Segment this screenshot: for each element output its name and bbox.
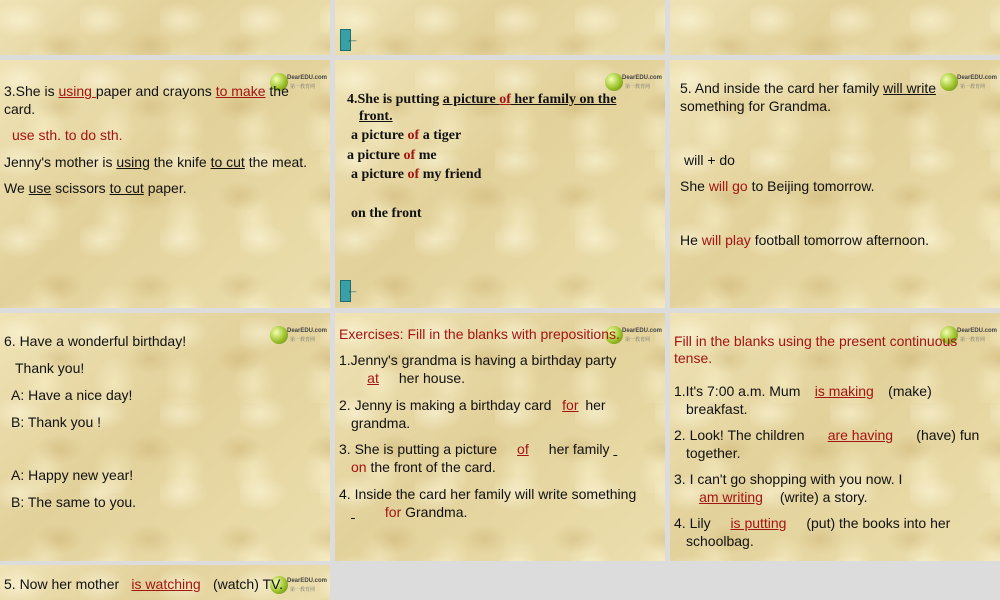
dearedu-logo-icon: DearEDU.com 第一教育网: [940, 324, 992, 346]
slide-prepositions: [335, 313, 665, 561]
reply-1: Thank you!: [15, 360, 85, 376]
dialog-b1: B: Thank you !: [11, 414, 102, 430]
dialog-a2: A: Happy new year!: [11, 467, 134, 483]
dialog-b2: B: The same to you.: [11, 494, 137, 510]
question-4-cont: for Grandma.: [384, 504, 468, 520]
slide-1: [0, 0, 330, 55]
question-2-cont: grandma.: [351, 415, 411, 431]
slide-using-to: [0, 60, 330, 308]
slide-2: [335, 0, 665, 55]
question-3-cont: am writing (write) a story.: [686, 489, 868, 506]
sentence-5: 5. And inside the card her family will write: [680, 80, 936, 96]
question-4: 4. Lily is putting (put) the books into her: [674, 515, 951, 531]
question-1: 1.It's 7:00 a.m. Mum is making (make): [674, 383, 932, 399]
phrase-1: a picture of a tiger: [351, 128, 462, 143]
answer-blank[interactable]: of: [517, 441, 529, 457]
question-1-cont: at her house.: [351, 370, 465, 387]
slide-present-continuous: [670, 313, 1000, 561]
question-2: 2. Look! The children are having (have) fun: [674, 427, 980, 443]
question-4: 4. Inside the card her family will write something: [339, 486, 637, 502]
sentence-4-cont: front.: [359, 109, 393, 124]
exercise-title: Exercises: Fill in the blanks with prepositions.: [339, 326, 620, 342]
sentence-5-now: 5. Now her mother is watching (watch) TV.: [4, 576, 283, 592]
answer-blank[interactable]: is putting: [730, 515, 787, 531]
answer-blank[interactable]: is making: [814, 383, 874, 399]
phrase-4: on the front: [351, 206, 422, 221]
slide-now-watching: [0, 565, 330, 600]
slide-3: [670, 0, 1000, 55]
answer-blank[interactable]: on: [351, 459, 367, 475]
answer-blank[interactable]: am writing: [699, 489, 763, 505]
question-1: 1.Jenny's grandma is having a birthday party: [339, 352, 617, 368]
sentence-3: 3.She is using paper and crayons to make the: [4, 83, 289, 99]
slide-will-do: [670, 60, 1000, 308]
answer-blank[interactable]: at: [367, 370, 379, 386]
question-2-cont: together.: [686, 445, 741, 461]
dearedu-logo-icon: DearEDU.com 第一教育网: [270, 71, 322, 93]
dearedu-logo-icon: DearEDU.com 第一教育网: [605, 71, 657, 93]
phrase-2: a picture of me: [347, 148, 437, 163]
grammar-rule: use sth. to do sth.: [12, 127, 123, 143]
slide-greetings: [0, 313, 330, 561]
example-1: She will go to Beijing tomorrow.: [680, 178, 875, 194]
answer-blank[interactable]: for: [562, 397, 579, 413]
example-2: He will play football tomorrow afternoon.: [680, 232, 930, 248]
phrase-3: a picture of my friend: [351, 167, 482, 182]
question-1-cont: breakfast.: [686, 401, 748, 417]
exercise-title: Fill in the blanks using the present continuous: [674, 333, 958, 349]
dearedu-logo-icon: DearEDU.com 第一教育网: [605, 324, 657, 346]
back-exit-icon[interactable]: ←: [337, 279, 359, 301]
sentence-5-cont: something for Grandma.: [680, 98, 831, 114]
dearedu-logo-icon: DearEDU.com 第一教育网: [940, 71, 992, 93]
back-exit-icon[interactable]: ←: [337, 28, 359, 50]
question-4-cont: schoolbag.: [686, 533, 754, 549]
dialog-a1: A: Have a nice day!: [11, 387, 133, 403]
sentence-3-cont: card.: [4, 101, 36, 117]
answer-blank[interactable]: is watching: [131, 576, 201, 592]
answer-blank[interactable]: for: [384, 504, 402, 520]
example-1: Jenny's mother is using the knife to cut the meat.: [4, 154, 308, 170]
sentence-4: 4.She is putting a picture of her family on the: [347, 92, 617, 107]
question-2: 2. Jenny is making a birthday card for her: [339, 397, 606, 413]
slide-picture-of: [335, 60, 665, 308]
question-3-cont: on the front of the card.: [351, 459, 496, 475]
question-3: 3. I can't go shopping with you now. I: [674, 471, 903, 487]
sentence-6: 6. Have a wonderful birthday!: [4, 333, 187, 349]
exercise-title-cont: tense.: [674, 350, 713, 366]
question-3: 3. She is putting a picture of her family: [339, 441, 610, 457]
dearedu-logo-icon: DearEDU.com 第一教育网: [270, 574, 322, 596]
example-2: We use scissors to cut paper.: [4, 180, 187, 196]
answer-blank[interactable]: are having: [827, 427, 894, 443]
dearedu-logo-icon: DearEDU.com 第一教育网: [270, 324, 322, 346]
grammar-rule: will + do: [684, 152, 735, 168]
